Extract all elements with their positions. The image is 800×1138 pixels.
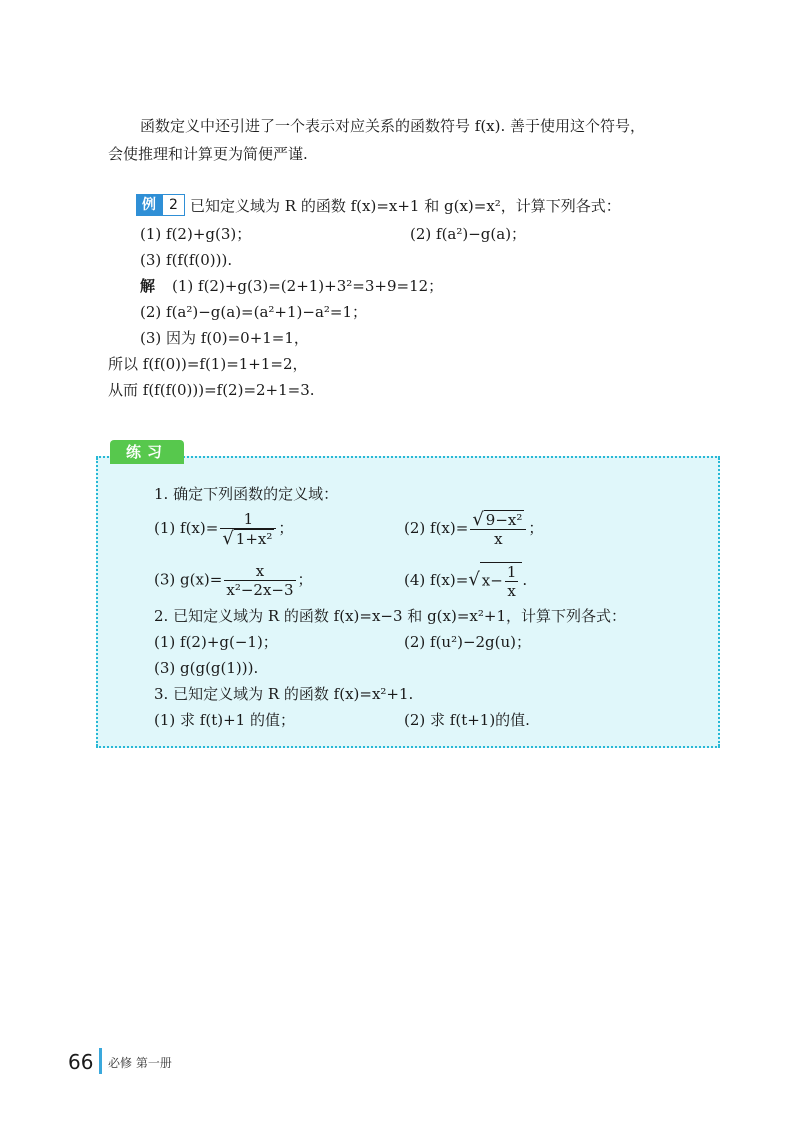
practice-3-item-1: (1) 求 f(t)+1 的值； (154, 711, 295, 729)
practice-1-item-4-suffix: . (522, 571, 528, 589)
solution-step-1: (1) f(2)+g(3)=(2+1)+3²=3+9=12； (172, 277, 444, 295)
example-question-2: (2) f(a²)−g(a)； (410, 225, 527, 243)
radicand (480, 562, 523, 600)
practice-1-item-3 (154, 562, 313, 599)
practice-2-item-1: (1) f(2)+g(−1)； (154, 633, 278, 651)
practice-1-item-2 (404, 510, 543, 548)
practice-1-title: 1. 确定下列函数的定义域： (154, 485, 339, 503)
practice-2-item-2: (2) f(u²)−2g(u)； (404, 633, 532, 651)
solution-label: 解 (140, 277, 156, 295)
solution-step-2: (2) f(a²)−g(a)=(a²+1)−a²=1； (140, 303, 368, 321)
example-badge-label: 例 (136, 194, 162, 216)
example-question-1: (1) f(2)+g(3)； (140, 225, 252, 243)
fraction (224, 562, 295, 599)
example-question-3: (3) f(f(f(0))). (140, 251, 233, 269)
sqrt-icon: √ (472, 509, 484, 530)
practice-1-item-2-suffix: ； (528, 519, 544, 537)
radicand: 9−x² (485, 511, 523, 529)
intro-line-2: 会使推理和计算更为简便严谨. (108, 145, 308, 163)
page-number: 66 (68, 1050, 94, 1074)
practice-1-item-1-suffix: ； (278, 519, 294, 537)
practice-1-item-4 (404, 562, 527, 600)
practice-2-item-3: (3) g(g(g(1))). (154, 659, 259, 677)
solution-step-4: 所以 f(f(0))=f(1)=1+1=2， (108, 355, 308, 373)
sqrt-icon: √ (222, 528, 234, 549)
fraction-numerator: 1 (220, 510, 276, 529)
practice-1-item-3-suffix: ； (297, 570, 313, 589)
example-badge-number: 2 (162, 194, 185, 216)
fraction (220, 510, 276, 548)
practice-3-title: 3. 已知定义域为 R 的函数 f(x)=x²+1. (154, 685, 414, 703)
practice-2-title: 2. 已知定义域为 R 的函数 f(x)=x−3 和 g(x)=x²+1，计算下列各式： (154, 607, 626, 625)
practice-1-item-3-prefix: (3) g(x)= (154, 570, 223, 589)
solution-step-5: 从而 f(f(f(0)))=f(2)=2+1=3. (108, 381, 315, 399)
fraction-denominator: x (507, 582, 516, 600)
intro-line-1: 函数定义中还引进了一个表示对应关系的函数符号 f(x). 善于使用这个符号， (140, 117, 646, 135)
solution-step-3: (3) 因为 f(0)=0+1=1， (140, 329, 309, 347)
book-title: 必修 第一册 (108, 1056, 172, 1070)
practice-1-item-1 (154, 510, 293, 548)
fraction-denominator: x (494, 530, 503, 548)
practice-1-item-1-prefix: (1) f(x)= (154, 519, 219, 537)
example-statement: 已知定义域为 R 的函数 f(x)=x+1 和 g(x)=x²，计算下列各式： (190, 197, 621, 215)
fraction-denominator: x²−2x−3 (226, 581, 294, 599)
practice-3-item-2: (2) 求 f(t+1)的值. (404, 711, 530, 729)
fraction-denominator (220, 529, 276, 548)
example-badge (136, 194, 185, 216)
page-divider (99, 1048, 102, 1074)
practice-1-item-2-prefix: (2) f(x)= (404, 519, 469, 537)
fraction-numerator: x (224, 562, 295, 581)
radicand: 1+x² (235, 530, 273, 548)
sqrt-icon: √ (468, 569, 480, 590)
fraction (470, 510, 526, 548)
fraction-numerator (470, 510, 526, 530)
fraction (505, 563, 519, 600)
fraction-numerator: 1 (506, 563, 517, 581)
practice-tab: 练习 (110, 440, 184, 464)
radicand-term: x− (481, 571, 503, 590)
practice-1-item-4-prefix: (4) f(x)= (404, 571, 469, 589)
